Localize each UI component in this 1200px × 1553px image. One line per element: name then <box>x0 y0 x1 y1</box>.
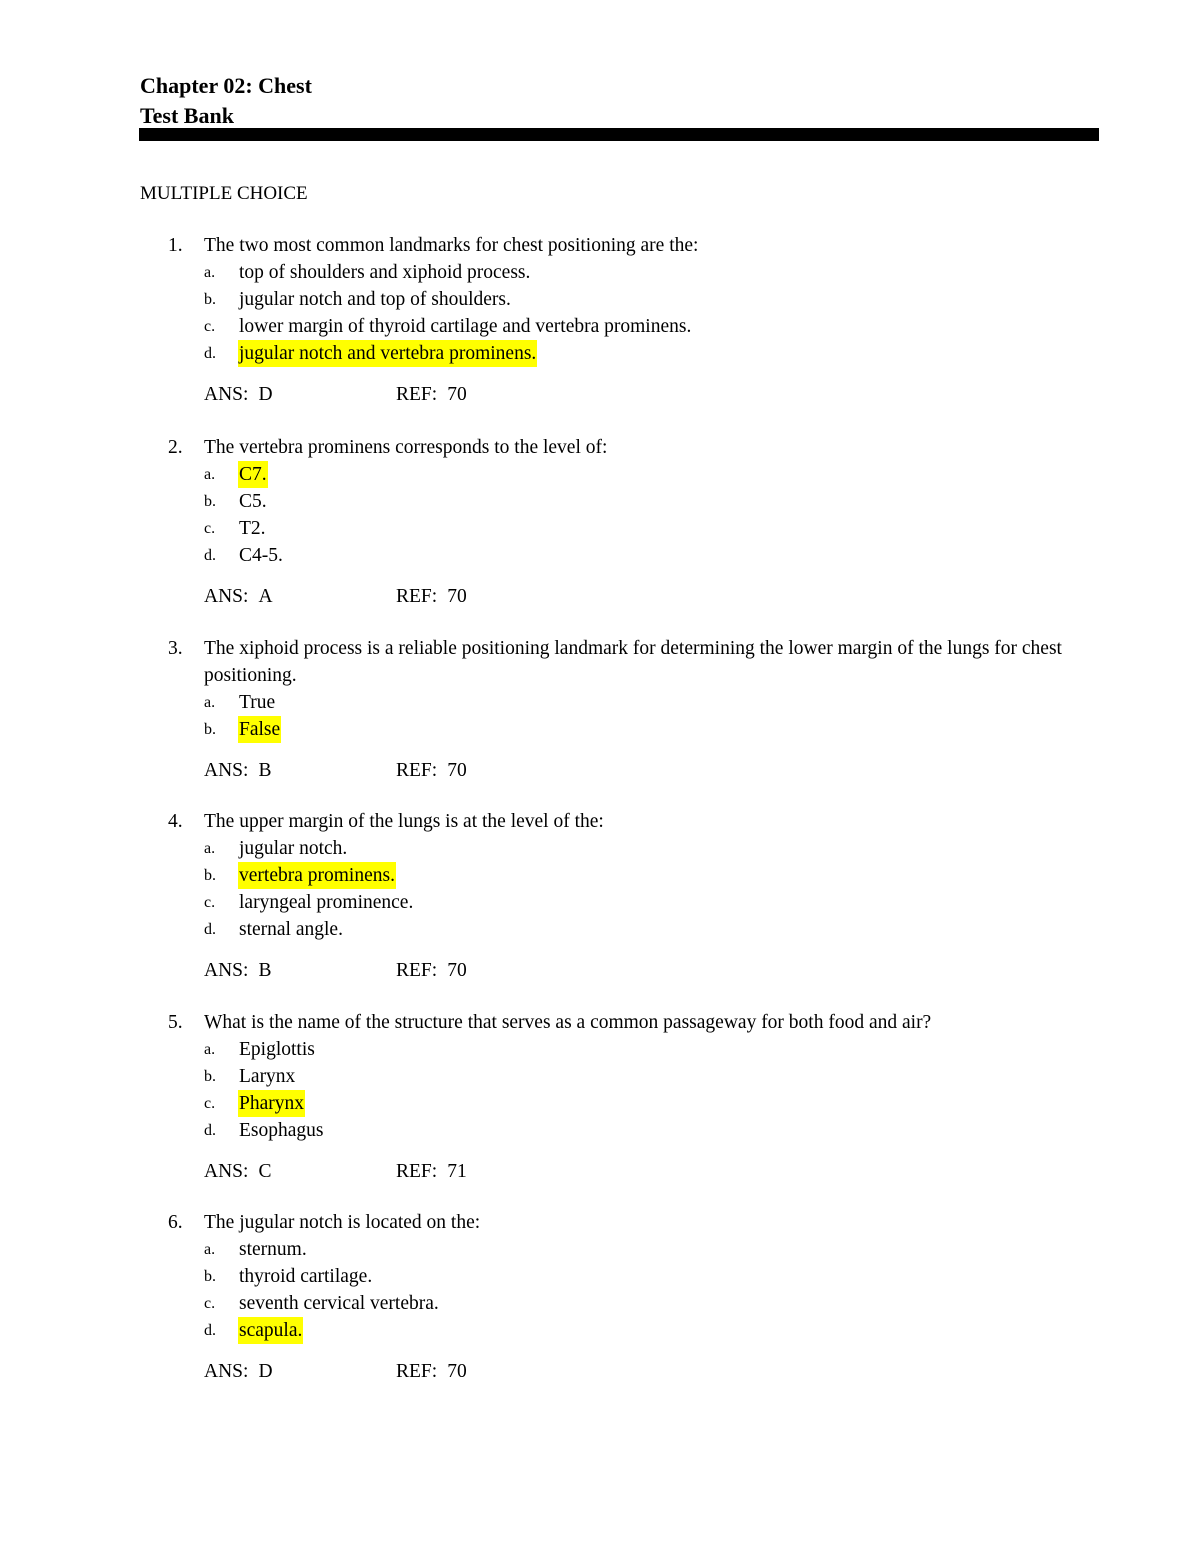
question-text: What is the name of the structure that serves as a common passageway for both food and air? <box>204 1012 932 1033</box>
option-text: laryngeal prominence. <box>239 892 414 913</box>
option-row <box>0 286 1200 313</box>
option-letter: c. <box>204 894 216 911</box>
option-text: True <box>239 692 276 713</box>
answer-value: D <box>258 384 273 405</box>
option-text: thyroid cartilage. <box>239 1266 373 1287</box>
option-letter: a. <box>204 264 216 281</box>
page-reference <box>396 957 467 984</box>
question-3 <box>0 635 1200 784</box>
page-reference <box>396 1358 467 1385</box>
highlighted-answer-option: scapula. <box>238 1317 303 1344</box>
reference-value: 70 <box>447 586 467 607</box>
option-text: jugular notch. <box>239 838 348 859</box>
option-row <box>0 515 1200 542</box>
option-letter: a. <box>204 840 216 857</box>
option-text: C4-5. <box>239 545 283 566</box>
option-text: Larynx <box>239 1066 296 1087</box>
answer-label: ANS: <box>204 760 249 781</box>
option-letter: a. <box>204 694 216 711</box>
answer-key <box>204 1358 273 1385</box>
option-row <box>0 862 1200 889</box>
highlighted-answer-option: False <box>238 716 281 743</box>
option-text: seventh cervical vertebra. <box>239 1293 439 1314</box>
option-letter: c. <box>204 318 216 335</box>
page-reference <box>396 583 467 610</box>
option-row <box>0 1036 1200 1063</box>
answer-key <box>204 1158 271 1185</box>
highlighted-answer-option: vertebra prominens. <box>238 862 396 889</box>
option-letter: b. <box>204 721 216 738</box>
answer-row <box>0 757 1200 784</box>
question-1 <box>0 232 1200 408</box>
page-reference <box>396 381 467 408</box>
question-text: The two most common landmarks for chest positioning are the: <box>204 235 699 256</box>
answer-value: C <box>258 1161 272 1182</box>
answer-key <box>204 957 271 984</box>
option-text: lower margin of thyroid cartilage and vertebra prominens. <box>239 316 692 337</box>
option-row <box>0 259 1200 286</box>
option-letter: d. <box>204 1122 216 1139</box>
reference-label: REF: <box>396 760 438 781</box>
option-text: sternal angle. <box>239 919 343 940</box>
option-row <box>0 542 1200 569</box>
answer-key <box>204 583 273 610</box>
option-text: Epiglottis <box>239 1039 315 1060</box>
question-2 <box>0 434 1200 610</box>
option-row <box>0 1063 1200 1090</box>
answer-key <box>204 757 271 784</box>
option-row <box>0 488 1200 515</box>
option-letter: b. <box>204 1068 216 1085</box>
question-number: 4. <box>168 811 183 832</box>
option-letter: d. <box>204 547 216 564</box>
answer-value: B <box>258 760 272 781</box>
option-text: sternum. <box>239 1239 307 1260</box>
option-row <box>0 916 1200 943</box>
answer-value: A <box>258 586 273 607</box>
option-row <box>0 716 1200 743</box>
answer-row <box>0 381 1200 408</box>
option-text: Esophagus <box>239 1120 324 1141</box>
question-number: 2. <box>168 437 183 458</box>
question-number: 3. <box>168 638 183 659</box>
highlighted-answer-option: C7. <box>238 461 268 488</box>
question-number: 1. <box>168 235 183 256</box>
answer-value: D <box>258 1361 273 1382</box>
option-letter: d. <box>204 921 216 938</box>
answer-row <box>0 957 1200 984</box>
option-letter: d. <box>204 1322 216 1339</box>
option-text: C5. <box>239 491 267 512</box>
reference-label: REF: <box>396 1161 438 1182</box>
option-row <box>0 1117 1200 1144</box>
reference-value: 70 <box>447 1361 467 1382</box>
question-number: 5. <box>168 1012 183 1033</box>
option-row <box>0 1263 1200 1290</box>
answer-label: ANS: <box>204 1361 249 1382</box>
option-letter: c. <box>204 1095 216 1112</box>
option-letter: c. <box>204 1295 216 1312</box>
answer-label: ANS: <box>204 586 249 607</box>
question-text: The upper margin of the lungs is at the level of the: <box>204 811 604 832</box>
option-row <box>0 889 1200 916</box>
option-row <box>0 689 1200 716</box>
option-letter: d. <box>204 345 216 362</box>
option-row <box>0 835 1200 862</box>
option-letter: a. <box>204 1041 216 1058</box>
question-text: The vertebra prominens corresponds to the level of: <box>204 437 608 458</box>
answer-row <box>0 1358 1200 1385</box>
answer-row <box>0 583 1200 610</box>
reference-label: REF: <box>396 1361 438 1382</box>
question-5 <box>0 1009 1200 1185</box>
header-rule <box>139 128 1099 141</box>
answer-label: ANS: <box>204 960 249 981</box>
test-bank-label: Test Bank <box>140 103 234 128</box>
option-row <box>0 461 1200 488</box>
page-reference <box>396 757 467 784</box>
answer-row <box>0 1158 1200 1185</box>
option-row <box>0 1317 1200 1344</box>
answer-key <box>204 381 273 408</box>
highlighted-answer-option: Pharynx <box>238 1090 305 1117</box>
reference-value: 70 <box>447 384 467 405</box>
option-letter: b. <box>204 867 216 884</box>
option-row <box>0 313 1200 340</box>
section-heading: MULTIPLE CHOICE <box>140 183 308 204</box>
option-letter: a. <box>204 466 216 483</box>
page-reference <box>396 1158 467 1185</box>
reference-value: 71 <box>447 1161 467 1182</box>
option-row <box>0 340 1200 367</box>
reference-label: REF: <box>396 384 438 405</box>
option-row <box>0 1236 1200 1263</box>
answer-label: ANS: <box>204 1161 249 1182</box>
reference-value: 70 <box>447 960 467 981</box>
question-text: The jugular notch is located on the: <box>204 1212 481 1233</box>
question-number: 6. <box>168 1212 183 1233</box>
question-text-block <box>168 635 1084 689</box>
answer-value: B <box>258 960 272 981</box>
option-text: top of shoulders and xiphoid process. <box>239 262 531 283</box>
answer-label: ANS: <box>204 384 249 405</box>
reference-value: 70 <box>447 760 467 781</box>
chapter-title: Chapter 02: Chest <box>140 73 312 98</box>
option-text: T2. <box>239 518 266 539</box>
option-row <box>0 1090 1200 1117</box>
option-letter: a. <box>204 1241 216 1258</box>
option-letter: b. <box>204 291 216 308</box>
reference-label: REF: <box>396 960 438 981</box>
option-text: jugular notch and top of shoulders. <box>239 289 511 310</box>
highlighted-answer-option: jugular notch and vertebra prominens. <box>238 340 537 367</box>
question-6 <box>0 1209 1200 1385</box>
option-letter: c. <box>204 520 216 537</box>
question-4 <box>0 808 1200 984</box>
option-letter: b. <box>204 493 216 510</box>
reference-label: REF: <box>396 586 438 607</box>
option-letter: b. <box>204 1268 216 1285</box>
question-text: The xiphoid process is a reliable positioning landmark for determining the lower margin of the lungs for chest positioning. <box>204 638 1062 686</box>
option-row <box>0 1290 1200 1317</box>
